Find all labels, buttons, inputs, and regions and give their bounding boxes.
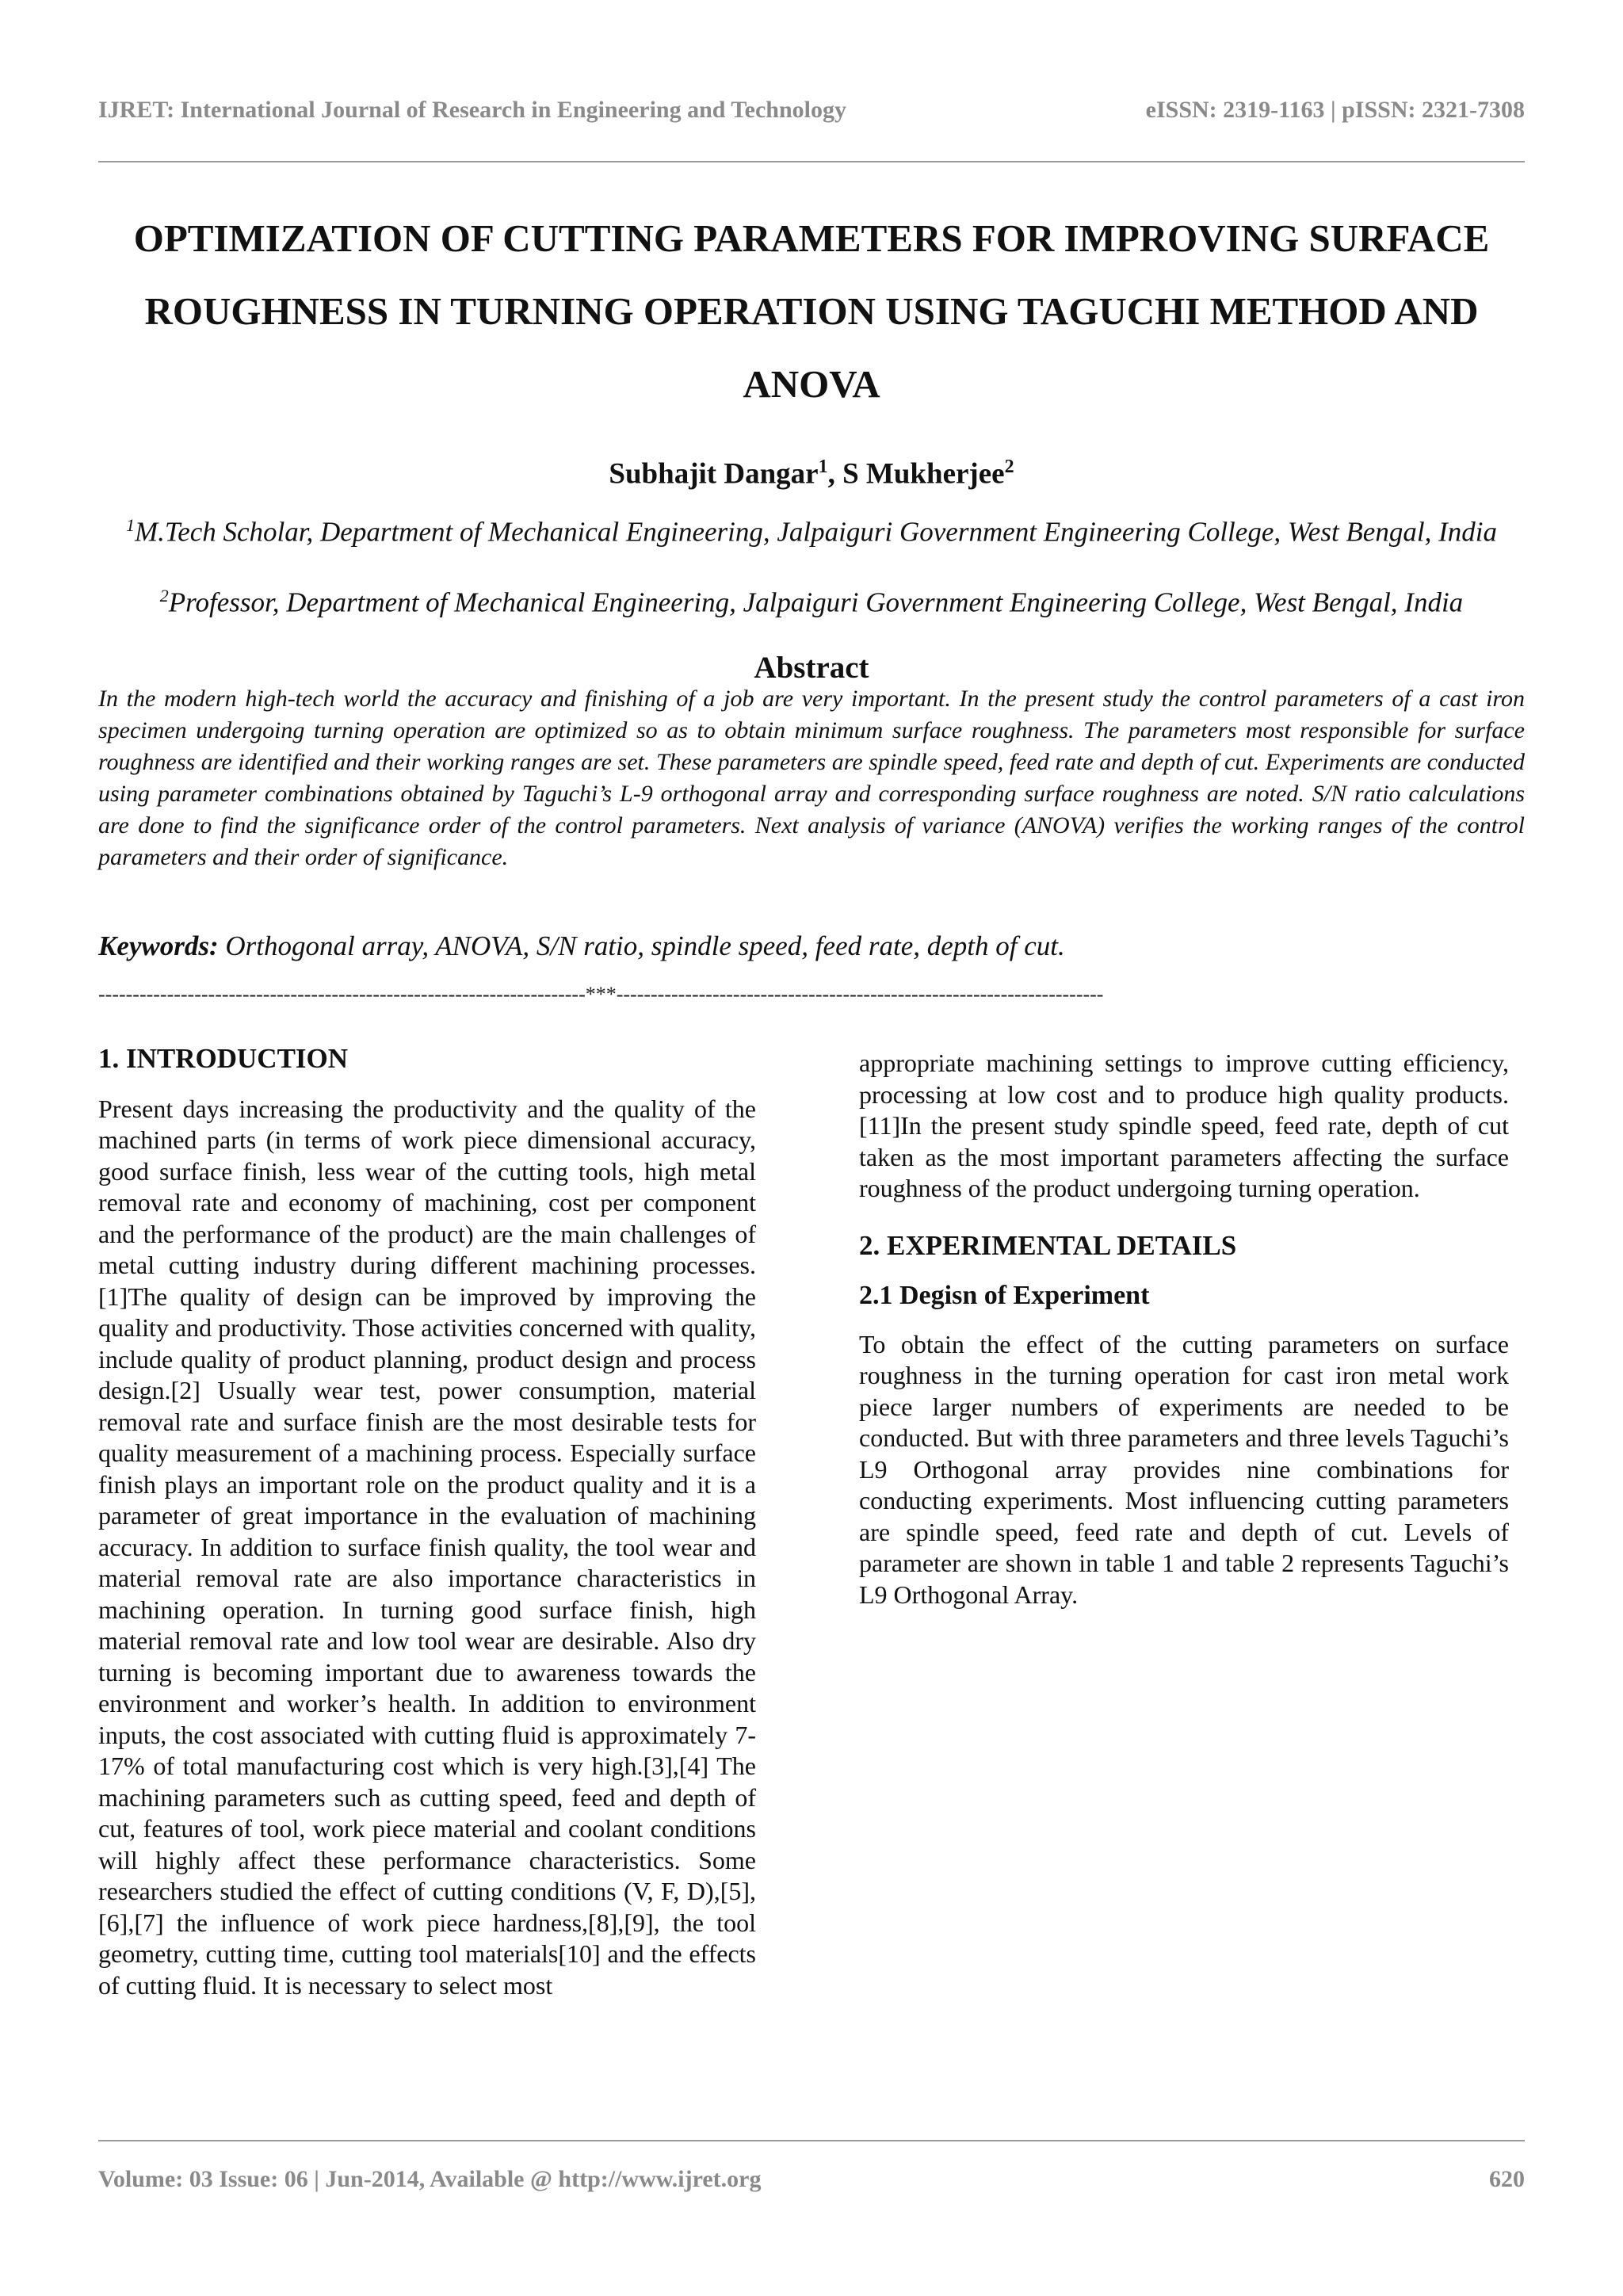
left-column	[98, 1043, 756, 2001]
paper-title: OPTIMIZATION OF CUTTING PARAMETERS FOR IMPROVING SURFACE ROUGHNESS IN TURNING OPERATION USING TAGUCHI METHOD AND ANOVA	[133, 216, 1490, 406]
affiliation-1	[98, 508, 1525, 550]
authors-line	[0, 457, 1623, 491]
keywords-label: Keywords:	[98, 930, 219, 961]
journal-header: IJRET: International Journal of Research in Engineering and Technology	[98, 97, 847, 123]
introduction-continuation: appropriate machining settings to improve cutting efficiency, processing at low cost and to produce high quality products. [11]In the present study spindle speed, feed rate, depth of cut taken as the most important parameters affecting the surface roughness of the product undergoing turning operation.	[859, 1049, 1509, 1202]
footer-rule	[98, 2140, 1525, 2141]
keywords-text: Orthogonal array, ANOVA, S/N ratio, spindle speed, feed rate, depth of cut.	[218, 930, 1065, 961]
affiliation-2-mark: 2	[159, 586, 169, 606]
author-separator: ,	[827, 457, 843, 491]
affiliation-2-text: Professor, Department of Mechanical Engineering, Jalpaiguri Government Engineering College, West Bengal, India	[168, 586, 1464, 618]
author-1: Subhajit Dangar	[609, 457, 819, 491]
abstract-text: In the modern high-tech world the accuracy and finishing of a job are very important. In the present study the control parameters of a cast iron specimen undergoing turning operation are optimized so as to obtain minimum surface roughness. The parameters most responsible for surface roughness are identified and their working ranges are set. These parameters are spindle speed, feed rate and depth of cut. Experiments are conducted using parameter combinations obtained by Taguchi’s L-9 orthogonal array and corresponding surface roughness are noted. S/N ratio calculations are done to find the significance order of the control parameters. Next analysis of variance (ANOVA) verifies the working ranges of the control parameters and their order of significance.	[98, 686, 1525, 870]
author-2: S Mukherjee	[842, 457, 1005, 491]
introduction-text: Present days increasing the productivity and the quality of the machined parts (in terms of work piece dimensional accuracy, good surface finish, less wear of the cutting tools, high metal removal rate and economy of machining, cost per component and the performance of the product) are the main challenges of metal cutting industry during different machining processes. [1]The quality of design can be improved by improving the quality and productivity. Those activities concerned with quality, include quality of product planning, product design and process design.[2] Usually wear test, power consumption, material removal rate and surface finish are the most desirable tests for quality measurement of a machining process. Especially surface finish plays an important role on the product quality and it is a parameter of great importance in the evaluation of machining accuracy. In addition to surface finish quality, the tool wear and material removal rate are also importance characteristics in machining operation. In turning good surface finish, high material removal rate and low tool wear are desirable. Also dry turning is becoming important due to awareness towards the environment and worker’s health. In addition to environment inputs, the cost associated with cutting fluid is approximately 7-17% of total manufacturing cost which is very high.[3],[4] The machining parameters such as cutting speed, feed and depth of cut, features of tool, work piece material and coolant conditions will highly affect these performance characteristics. Some researchers studied the effect of cutting conditions (V, F, D),[5],[6],[7] the influence of work piece hardness,[8],[9], the tool geometry, cutting time, cutting tool materials[10] and the effects of cutting fluid. It is necessary to select most	[98, 1094, 756, 2000]
affiliation-1-text: M.Tech Scholar, Department of Mechanical Engineering, Jalpaiguri Government Engineering College, West Bengal, India	[135, 516, 1497, 548]
affiliation-2	[98, 579, 1525, 621]
affiliation-1-mark: 1	[126, 515, 136, 535]
design-of-experiment-heading: 2.1 Degisn of Experiment	[859, 1281, 1150, 1310]
section-separator: -----------------------------------------------------------------------***-----------------------------------------------------------------------	[98, 983, 1104, 1006]
experimental-text: To obtain the effect of the cutting parameters on surface roughness in the turning operation for cast iron metal work piece larger numbers of experiments are needed to be conducted. But with three parameters and three levels Taguchi’s L9 Orthogonal array provides nine combinations for conducting experiments. Most influencing cutting parameters are spindle speed, feed rate and depth of cut. Levels of parameter are shown in table 1 and table 2 represents Taguchi’s L9 Orthogonal Array.	[859, 1329, 1509, 1609]
keywords	[98, 930, 1525, 962]
introduction-heading: 1. INTRODUCTION	[98, 1043, 349, 1074]
page-number: 620	[1489, 2166, 1525, 2192]
author-1-mark: 1	[818, 457, 828, 477]
author-2-mark: 2	[1004, 457, 1014, 477]
experimental-heading: 2. EXPERIMENTAL DETAILS	[859, 1229, 1237, 1261]
volume-footer: Volume: 03 Issue: 06 | Jun-2014, Available @ http://www.ijret.org	[98, 2166, 762, 2192]
header-rule	[98, 161, 1525, 162]
abstract-heading: Abstract	[754, 651, 869, 685]
right-column	[859, 1048, 1509, 1610]
issn-header: eISSN: 2319-1163 | pISSN: 2321-7308	[1145, 97, 1525, 123]
